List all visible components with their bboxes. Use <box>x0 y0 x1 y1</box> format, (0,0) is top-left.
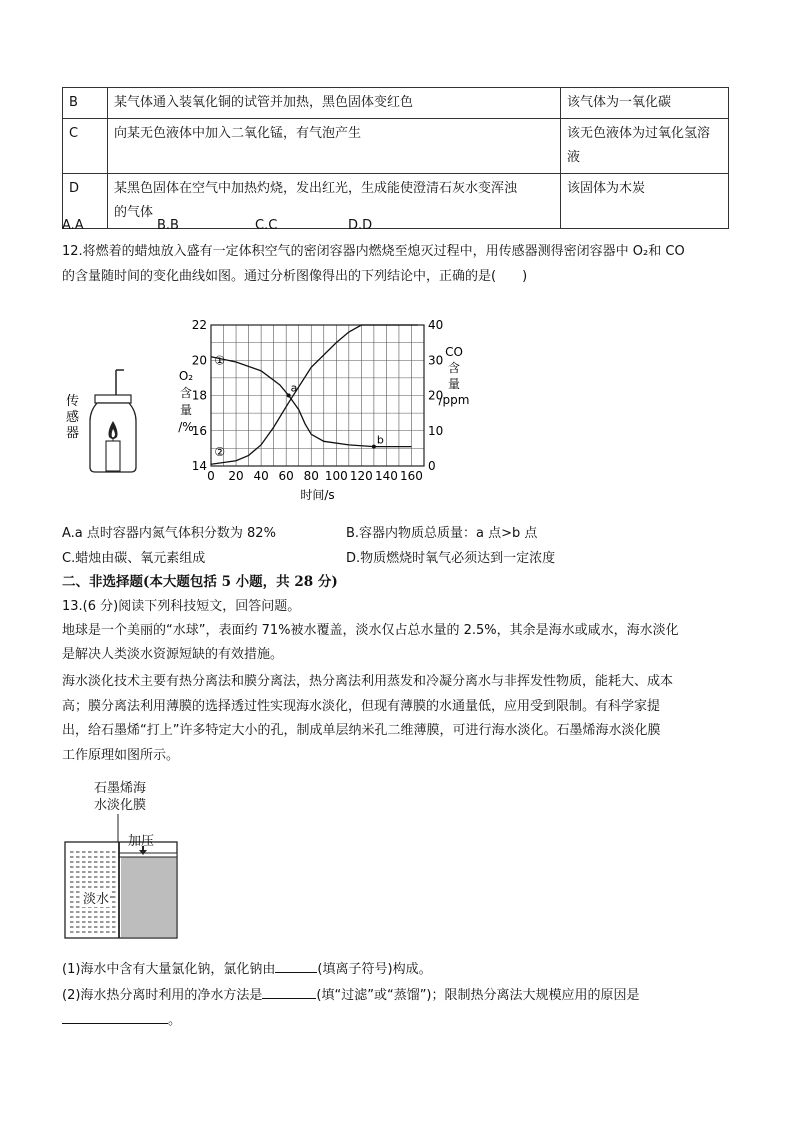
q13-subq1 <box>62 958 432 980</box>
series-line-2 <box>211 325 418 464</box>
row-content-line: 某黑色固体在空气中加热灼烧，发出红光，生成能使澄清石灰水变浑浊 <box>114 181 518 196</box>
y-left-tick-label: 22 <box>191 318 207 332</box>
x-axis-label: 时间/s <box>300 488 335 502</box>
q12-option-c: C.蜡烛由碳、氧元素组成 <box>62 551 206 566</box>
q13-p1-line: 地球是一个美丽的“水球”，表面约 71%被水覆盖，淡水仅占总水量的 2.5%，其余是海水或咸水，海水淡化 <box>62 623 679 638</box>
x-tick-label: 0 <box>207 469 215 483</box>
row-key: D <box>63 174 108 229</box>
table-row <box>63 119 729 174</box>
x-tick-label: 60 <box>278 469 294 483</box>
row-conclusion <box>561 119 729 174</box>
row-content: 某气体通入装氧化铜的试管并加热，黑色固体变红色 <box>108 88 561 119</box>
q11-option-b: B.B <box>157 218 179 233</box>
y-right-axis-label: /ppm <box>438 393 470 407</box>
q12-option-a: A.a 点时容器内氮气体积分数为 82% <box>62 526 276 541</box>
x-tick-label: 20 <box>228 469 244 483</box>
answer-blank[interactable] <box>275 958 317 973</box>
pressure-label: 加压 <box>128 834 155 849</box>
row-key: C <box>63 119 108 174</box>
q11-option-c: C.C <box>255 218 278 233</box>
options-table <box>62 87 729 229</box>
y-left-axis-label: 量 <box>179 403 193 417</box>
q13-p2-line: 工作原理如图所示。 <box>62 748 180 763</box>
row-conclusion: 该固体为木炭 <box>561 174 729 229</box>
point-label-b: b <box>376 433 384 447</box>
y-right-axis-label: 含 <box>447 361 461 375</box>
membrane-label <box>94 780 146 814</box>
y-left-axis-label: /% <box>178 420 194 434</box>
y-right-tick-label: 0 <box>428 459 436 473</box>
row-conclusion-line: 液 <box>567 150 581 165</box>
y-left-tick-label: 14 <box>191 459 207 473</box>
q12-stem-line1: 12.将燃着的蜡烛放入盛有一定体积空气的密闭容器内燃烧至熄灭过程中，用传感器测得密闭容器中 O₂和 CO <box>62 244 685 259</box>
q13-p2-line: 高；膜分离法利用薄膜的选择透过性实现海水淡化，但现有薄膜的水通量低，应用受到限制。有科学家提 <box>62 699 661 714</box>
point-label-a: a <box>290 381 298 395</box>
q13-subq1-text: (填离子符号)构成。 <box>317 962 432 977</box>
point-b <box>372 445 376 449</box>
row-conclusion: 该气体为一氧化碳 <box>561 88 729 119</box>
y-left-axis-label: 含 <box>179 386 193 400</box>
curve-label-2: ② <box>214 444 226 459</box>
x-tick-label: 80 <box>303 469 319 483</box>
membrane-label-line: 石墨烯海 <box>94 781 147 796</box>
y-right-tick-label: 10 <box>428 423 444 438</box>
o2-co-chart <box>168 308 478 508</box>
y-right-axis-label: 量 <box>447 377 461 391</box>
sensor-label-char: 器 <box>66 426 80 441</box>
q13-subq1-text: (1)海水中含有大量氯化钠，氯化钠由 <box>62 962 276 977</box>
row-conclusion-line: 该无色液体为过氧化氢溶 <box>567 126 711 141</box>
sensor-label-char: 感 <box>66 410 80 425</box>
q12-option-b: B.容器内物质总质量：a 点>b 点 <box>346 526 538 541</box>
answer-blank[interactable] <box>62 1009 168 1024</box>
y-left-tick-label: 18 <box>191 388 207 403</box>
row-content: 向某无色液体中加入二氧化锰，有气泡产生 <box>108 119 561 174</box>
piston <box>119 853 177 857</box>
section-title: 二、非选择题(本大题包括 5 小题，共 28 分) <box>62 574 338 590</box>
q12-stem-line2: 的含量随时间的变化曲线如图。通过分析图像得出的下列结论中，正确的是( ) <box>62 269 528 284</box>
q13-subq2-end: 。 <box>168 1013 182 1028</box>
jar-lid <box>95 395 131 403</box>
sensor-label-char: 传 <box>66 394 80 409</box>
x-tick-label: 160 <box>400 469 423 483</box>
q13-subq2-text: (填“过滤”或“蒸馏”)；限制热分离法大规模应用的原因是 <box>316 988 640 1003</box>
q13-p2-line: 海水淡化技术主要有热分离法和膜分离法，热分离法利用蒸发和冷凝分离水与非挥发性物质，能耗大、成本 <box>62 674 674 689</box>
membrane-label-line: 水淡化膜 <box>94 798 147 813</box>
q13-p1-line: 是解决人类淡水资源短缺的有效措施。 <box>62 647 284 662</box>
q11-option-a: A.A <box>62 218 84 233</box>
candle-apparatus-figure <box>62 365 142 475</box>
q13-p2-line: 出，给石墨烯“打上”许多特定大小的孔，制成单层纳米孔二维薄膜，可进行海水淡化。石墨烯海水淡化膜 <box>62 723 661 738</box>
y-left-axis-label: O₂ <box>178 369 194 383</box>
q13-subq2-text: (2)海水热分离时利用的净水方法是 <box>62 988 263 1003</box>
answer-blank[interactable] <box>262 984 316 999</box>
q11-option-d: D.D <box>348 218 373 233</box>
seawater <box>121 856 176 937</box>
row-content-line: 的气体 <box>114 205 154 220</box>
y-right-tick-label: 30 <box>428 353 444 368</box>
fresh-water-label: 淡水 <box>82 888 110 907</box>
y-left-tick-label: 20 <box>191 353 207 368</box>
y-left-tick-label: 16 <box>191 423 207 438</box>
q12-option-d: D.物质燃烧时氧气必须达到一定浓度 <box>346 551 556 566</box>
x-tick-label: 40 <box>253 469 269 483</box>
y-right-tick-label: 40 <box>428 318 444 332</box>
table-row <box>63 88 729 119</box>
q13-subq2-cont <box>62 1009 181 1031</box>
y-right-tick-label: 20 <box>428 388 444 403</box>
curve-label-1: ① <box>214 353 226 368</box>
q13-subq2 <box>62 984 640 1006</box>
y-right-axis-label: CO <box>445 345 463 359</box>
x-tick-label: 140 <box>374 469 398 483</box>
row-key: B <box>63 88 108 119</box>
x-tick-label: 100 <box>324 469 348 483</box>
candle <box>106 441 120 471</box>
q13-stem: 13.(6 分)阅读下列科技短文，回答问题。 <box>62 599 301 614</box>
x-tick-label: 120 <box>349 469 373 483</box>
desalination-figure <box>62 812 182 942</box>
